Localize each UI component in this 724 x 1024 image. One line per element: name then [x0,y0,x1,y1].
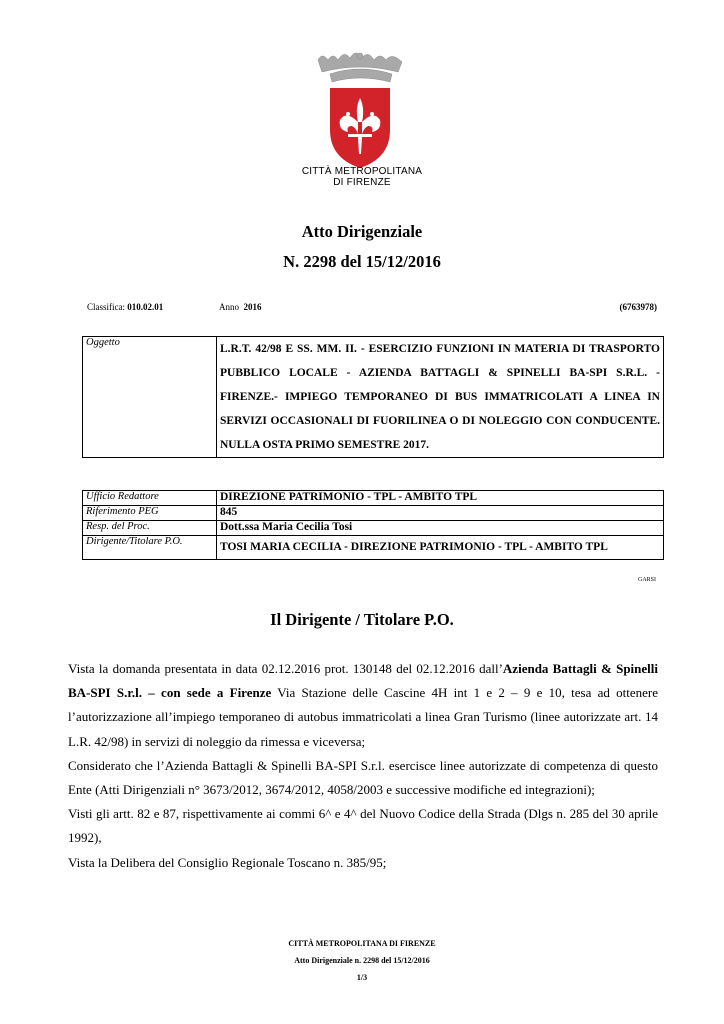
peg-value: 845 [217,506,664,521]
info-table [82,490,664,560]
anno-value: 2016 [243,302,262,312]
resp-label: Resp. del Proc. [83,521,217,536]
page-footer [0,935,724,986]
p1-bold: Azienda Battagli & Spinelli BA-SPI S.r.l. – con sede a Firenze [68,661,658,701]
garsi-tag: GARSI [637,577,656,583]
document-code: (6763978) [619,302,657,312]
paragraph-4: Vista la Delibera del Consiglio Regionale Toscano n. 385/95; [68,854,387,870]
classifica-value: 010.02.01 [127,302,164,312]
table-row [83,521,664,536]
ufficio-value: DIREZIONE PATRIMONIO - TPL - AMBITO TPL [217,491,664,506]
peg-label: Riferimento PEG [83,506,217,521]
anno-label: Anno [219,302,239,312]
paragraph-1 [68,657,658,754]
table-row [83,491,664,506]
oggetto-label: Oggetto [83,337,217,458]
logo-caption [0,166,724,188]
paragraph-3: Visti gli artt. 82 e 87, rispettivamente ai commi 6^ e 4^ del Nuovo Codice della Strada (Dlgs n. 285 del 30 aprile 1992), [68,806,658,846]
section-title: Il Dirigente / Titolare P.O. [270,610,454,629]
page-number: 1/3 [356,973,368,982]
oggetto-table [82,336,664,458]
document-number: N. 2298 del 15/12/2016 [283,252,441,271]
dirigente-label: Dirigente/Titolare P.O. [83,536,217,560]
dirigente-value: TOSI MARIA CECILIA - DIREZIONE PATRIMONIO - TPL - AMBITO TPL [217,536,664,560]
paragraph-2: Considerato che l’Azienda Battagli & Spinelli BA-SPI S.r.l. esercisce linee autorizzate di competenza di questo Ente (Atti Dirigenziali n° 3673/2012, 3674/2012, 4058/2003 e successive modifiche ed integrazioni); [68,757,658,798]
ufficio-label: Ufficio Redattore [83,491,217,506]
crown-icon [318,53,402,82]
logo-line-2: DI FIRENZE [333,177,391,188]
document-title: Atto Dirigenziale [301,222,423,241]
footer-line-2: Atto Dirigenziale n. 2298 del 15/12/2016 [294,956,430,965]
body-text [68,657,658,875]
footer-line-1: CITTÀ METROPOLITANA DI FIRENZE [288,939,436,948]
classifica-label: Classifica: [87,302,125,312]
logo-line-1: CITTÀ METROPOLITANA [301,166,423,177]
resp-value: Dott.ssa Maria Cecilia Tosi [217,521,664,536]
table-row [83,506,664,521]
oggetto-text: L.R.T. 42/98 E SS. MM. II. - ESERCIZIO FUNZIONI IN MATERIA DI TRASPORTO PUBBLICO LOCALE - AZIENDA BATTAGLI & SPINELLI BA-SPI S.R.L. - FIRENZE.- IMPIEGO TEMPORANEO DI BUS IMMATRICOLATI A LINEA IN SERVIZI OCCASIONALI DI FUORILINEA O DI NOLEGGIO CON CONDUCENTE. NULLA OSTA PRIMO SEMESTRE 2017. [217,337,664,458]
p1-pre: Vista la domanda presentata in data 02.12.2016 prot. 130148 del 02.12.2016 dall’ [68,661,503,676]
table-row [83,536,664,560]
p1-post: Via Stazione delle Cascine 4H int 1 e 2 – 9 e 10, tesa ad ottenere l’autorizzazione all’impiego temporaneo di autobus immatricolati a linea Gran Turismo (linee autorizzate art. 14 L.R. 42/98) in servizi di noleggio da rimessa e viceversa; [68,685,658,749]
